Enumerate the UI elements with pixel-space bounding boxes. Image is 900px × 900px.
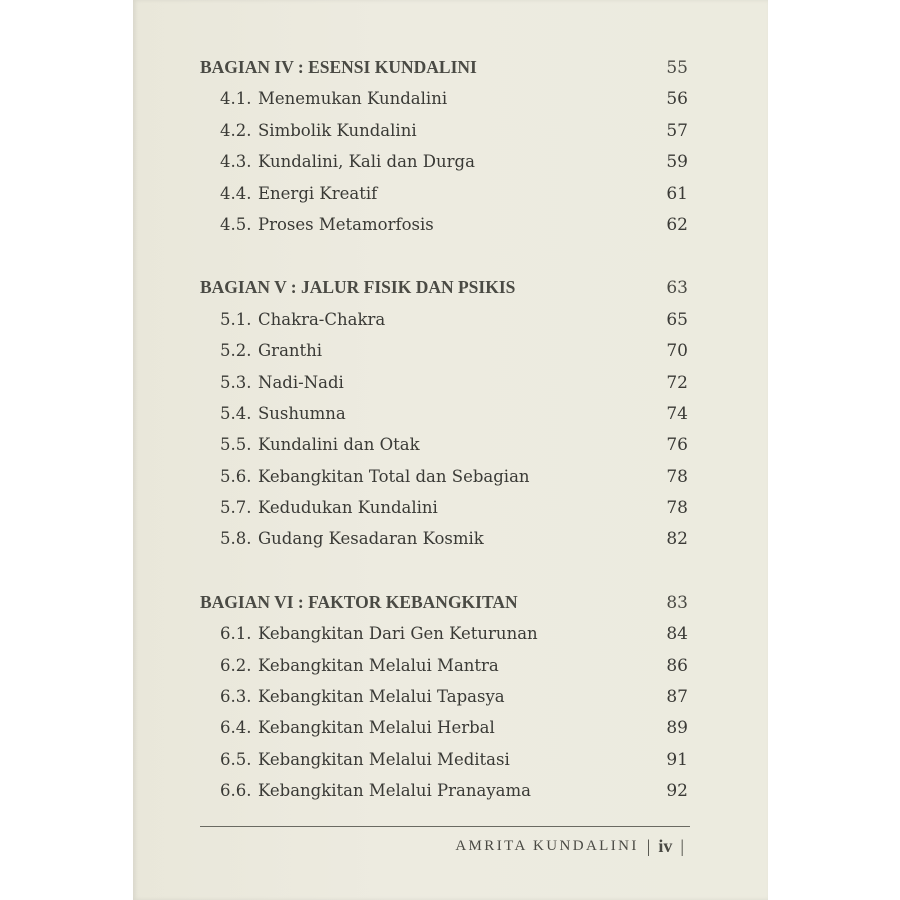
footer-book-title: AMRITA KUNDALINI — [455, 838, 639, 854]
section-page: 83 — [666, 592, 688, 613]
toc-entry — [200, 523, 688, 554]
page-footer — [455, 836, 692, 857]
toc-entry — [200, 83, 688, 114]
entry-title: Kebangkitan Melalui Meditasi — [258, 749, 510, 769]
section-heading — [200, 587, 688, 618]
toc-entry — [200, 744, 688, 775]
entry-number: 5.3. — [220, 372, 252, 392]
entry-page: 87 — [666, 687, 688, 708]
entry-page: 78 — [666, 498, 688, 519]
entry-title: Chakra-Chakra — [258, 309, 386, 329]
toc-entry — [200, 461, 688, 492]
entry-title: Gudang Kesadaran Kosmik — [258, 529, 484, 549]
toc-section — [200, 587, 688, 807]
entry-title: Kebangkitan Dari Gen Keturunan — [258, 624, 538, 644]
entry-number: 5.1. — [220, 309, 252, 329]
toc-entry — [200, 492, 688, 523]
toc-entry — [200, 178, 688, 209]
entry-number: 5.7. — [220, 498, 252, 518]
entry-title: Kebangkitan Total dan Sebagian — [258, 466, 530, 486]
entry-title: Kebangkitan Melalui Tapasya — [258, 687, 505, 707]
footer-rule — [200, 826, 690, 827]
toc-entry — [200, 712, 688, 743]
toc-entry — [200, 335, 688, 366]
entry-page: 92 — [666, 781, 688, 802]
footer-page-number: iv — [658, 836, 673, 856]
section-heading — [200, 272, 688, 303]
entry-page: 84 — [666, 624, 688, 645]
toc-entry — [200, 115, 688, 146]
entry-number: 5.2. — [220, 341, 252, 361]
entry-page: 56 — [666, 89, 688, 110]
entry-title: Kebangkitan Melalui Herbal — [258, 718, 495, 738]
entry-page: 65 — [666, 309, 688, 330]
entry-number: 5.4. — [220, 403, 252, 423]
entry-number: 6.2. — [220, 655, 252, 675]
entry-page: 70 — [666, 341, 688, 362]
entry-title: Nadi-Nadi — [258, 372, 344, 392]
footer-separator: | — [680, 836, 684, 856]
entry-title: Proses Metamorfosis — [258, 214, 434, 234]
entry-page: 61 — [666, 183, 688, 204]
entry-page: 72 — [666, 372, 688, 393]
entry-title: Sushumna — [258, 403, 346, 423]
toc-entry — [200, 775, 688, 806]
entry-number: 4.3. — [220, 152, 252, 172]
entry-page: 62 — [666, 214, 688, 235]
entry-number: 4.2. — [220, 120, 252, 140]
footer-separator: | — [646, 836, 651, 856]
toc-entry — [200, 650, 688, 681]
toc-entry — [200, 429, 688, 460]
entry-number: 4.4. — [220, 183, 252, 203]
section-title: BAGIAN VI : FAKTOR KEBANGKITAN — [200, 591, 518, 612]
entry-number: 5.8. — [220, 529, 252, 549]
entry-number: 4.1. — [220, 89, 252, 109]
entry-title: Granthi — [258, 341, 323, 361]
entry-page: 74 — [666, 403, 688, 424]
entry-page: 78 — [666, 466, 688, 487]
entry-title: Kebangkitan Melalui Mantra — [258, 655, 499, 675]
toc-entry — [200, 367, 688, 398]
toc-entry — [200, 618, 688, 649]
entry-page: 59 — [666, 152, 688, 173]
entry-number: 5.5. — [220, 435, 252, 455]
toc-entry — [200, 304, 688, 335]
entry-title: Energi Kreatif — [258, 183, 378, 203]
entry-title: Kundalini, Kali dan Durga — [258, 152, 475, 172]
entry-number: 6.5. — [220, 749, 252, 769]
toc-section — [200, 52, 688, 240]
entry-title: Kundalini dan Otak — [258, 435, 420, 455]
entry-page: 76 — [666, 435, 688, 456]
toc-entry — [200, 398, 688, 429]
entry-number: 6.4. — [220, 718, 252, 738]
entry-page: 86 — [666, 655, 688, 676]
entry-number: 5.6. — [220, 466, 252, 486]
entry-number: 4.5. — [220, 214, 252, 234]
section-title: BAGIAN IV : ESENSI KUNDALINI — [200, 57, 477, 77]
section-title: BAGIAN V : JALUR FISIK DAN PSIKIS — [200, 277, 516, 298]
toc-entry — [200, 209, 688, 240]
toc-section — [200, 272, 688, 555]
entry-number: 6.6. — [220, 781, 252, 801]
entry-page: 82 — [666, 529, 688, 550]
entry-title: Menemukan Kundalini — [258, 89, 448, 109]
section-heading — [200, 52, 688, 83]
table-of-contents — [200, 52, 688, 839]
entry-page: 57 — [666, 120, 688, 141]
entry-title: Kedudukan Kundalini — [258, 498, 438, 518]
entry-page: 89 — [666, 718, 688, 739]
section-page: 55 — [666, 58, 688, 78]
section-page: 63 — [666, 278, 688, 299]
book-page — [133, 0, 768, 900]
toc-entry — [200, 146, 688, 177]
entry-number: 6.1. — [220, 624, 252, 644]
entry-title: Simbolik Kundalini — [258, 120, 417, 140]
toc-entry — [200, 681, 688, 712]
entry-title: Kebangkitan Melalui Pranayama — [258, 781, 531, 801]
entry-page: 91 — [666, 749, 688, 770]
entry-number: 6.3. — [220, 687, 252, 707]
